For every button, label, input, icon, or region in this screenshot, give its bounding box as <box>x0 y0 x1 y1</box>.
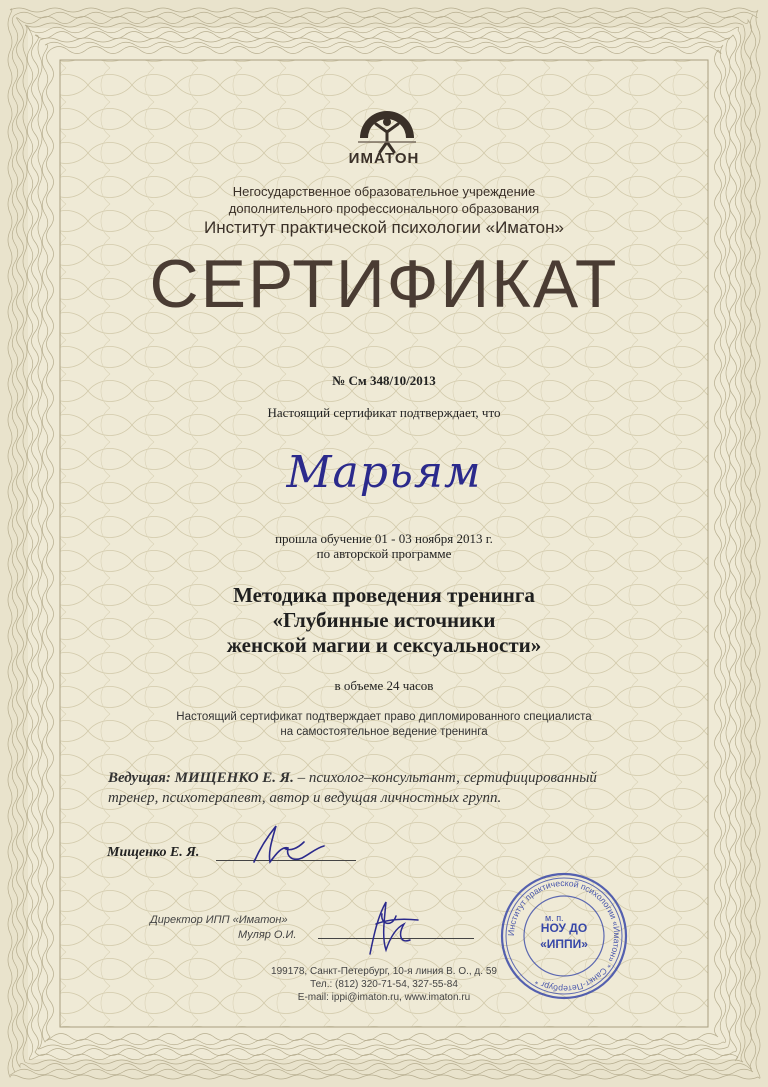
phone-line: Тел.: (812) 320-71-54, 327-55-84 <box>310 979 458 990</box>
email-line: E-mail: ippi@imaton.ru, www.imaton.ru <box>297 992 471 1003</box>
certificate-title: СЕРТИФИКАТ <box>149 246 619 322</box>
institution-line-1: Негосударственное образовательное учреждение <box>232 184 536 199</box>
leader-label: Ведущая: <box>108 770 171 786</box>
institution-line-2: дополнительного профессионального образования <box>228 201 540 216</box>
rights-line-2: на самостоятельное ведение тренинга <box>280 726 488 738</box>
training-dates: прошла обучение 01 - 03 ноября 2013 г. <box>275 531 493 546</box>
program-title-line-1: Методика проведения тренинга <box>233 583 535 607</box>
program-label: по авторской программе <box>316 546 452 561</box>
training-volume: в объеме 24 часов <box>334 678 434 693</box>
leader-description-1: – психолог–консультант, сертифицированный <box>293 770 597 786</box>
logo-wordmark: ИМАТОН <box>348 150 420 167</box>
recipient-name: Марьям <box>286 447 482 498</box>
confirms-text: Настоящий сертификат подтверждает, что <box>267 405 501 420</box>
institution-name: Институт практической психологии «Иматон» <box>204 218 564 237</box>
stamp-ring-text: Институт практической психологии «Иматон» * Санкт-Петербург * <box>505 877 623 995</box>
director-signature-icon <box>356 894 426 960</box>
stamp-center-1: НОУ ДО <box>540 921 588 935</box>
director-name: Муляр О.И. <box>238 929 297 941</box>
signature-label: Мищенко Е. Я. <box>107 845 200 860</box>
director-title: Директор ИПП «Иматон» <box>150 914 288 926</box>
stamp-center-2: «ИППИ» <box>540 937 588 951</box>
rights-line-1: Настоящий сертификат подтверждает право дипломированного специалиста <box>176 711 592 723</box>
certificate-number: № См 348/10/2013 <box>332 373 436 388</box>
program-title-line-2: «Глубинные источники <box>272 608 496 632</box>
stamp-mp: м. п. <box>545 913 564 923</box>
leader-line-1 <box>108 770 597 787</box>
address-line: 199178, Санкт-Петербург, 10-я линия В. О., д. 59 <box>271 966 497 977</box>
handwritten-signature-icon <box>232 818 352 874</box>
program-title-line-3: женской магии и сексуальности» <box>226 633 542 657</box>
leader-name: МИЩЕНКО Е. Я. <box>174 770 294 786</box>
leader-line-2: тренер, психотерапевт, автор и ведущая личностных групп. <box>108 790 502 806</box>
